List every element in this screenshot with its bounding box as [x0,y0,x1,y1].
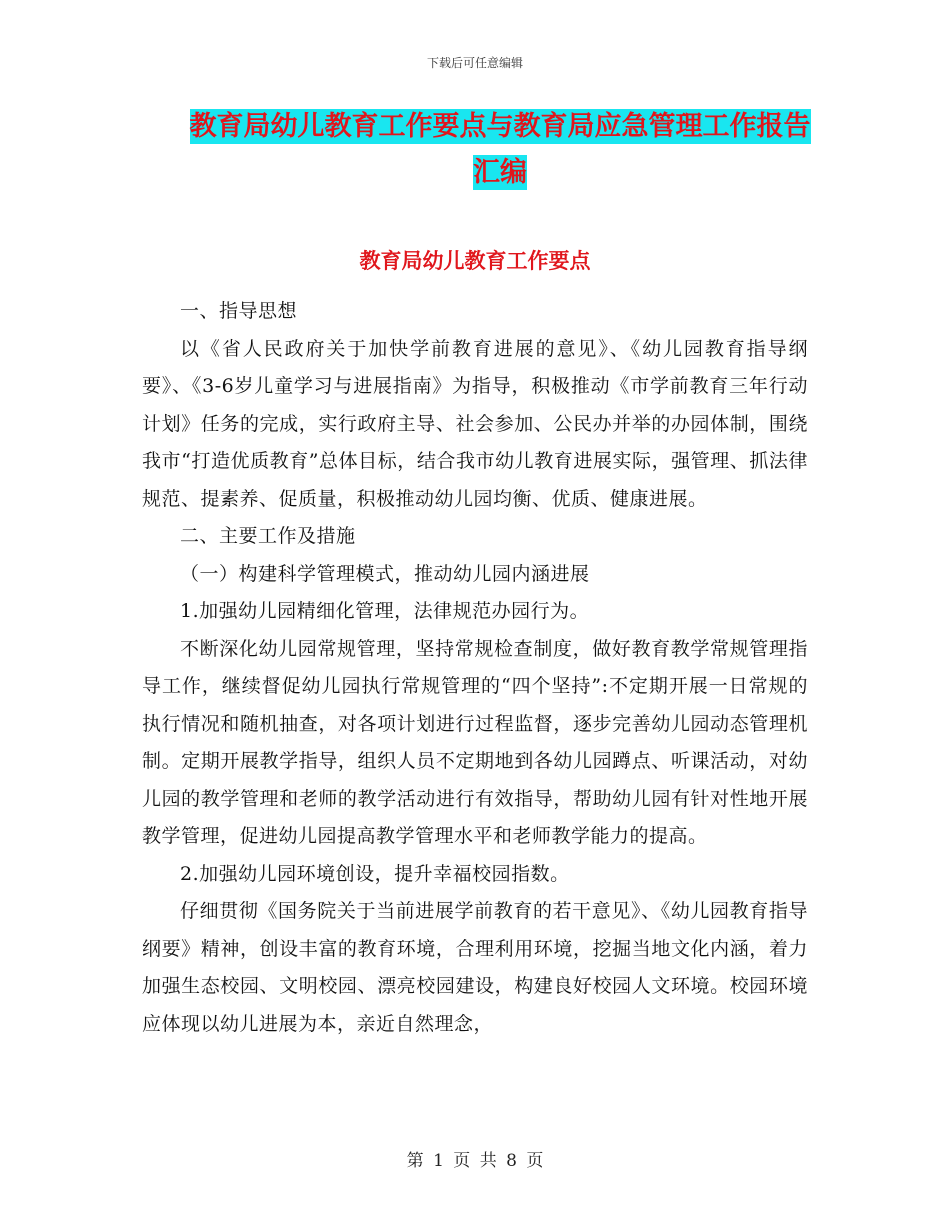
document-body [142,293,808,1043]
paragraph: 2.加强幼儿园环境创设，提升幸福校园指数。 [180,862,570,885]
document-title [150,104,850,196]
paragraph: 二、主要工作及措施 [180,525,356,547]
page-number-footer: 第 1 页 共 8 页 [406,1151,544,1171]
paragraph: 不断深化幼儿园常规管理，坚持常规检查制度，做好教育教学常规管理指导工作，继续督促幼儿园执行常规管理的“四个坚持”:不定期开展一日常规的执行情况和随机抽查，对各项计划进行过程监督，逐步完善幼儿园动态管理机制。定期开展教学指导，组织人员不定期地到各幼儿园蹲点、听课活动，对幼儿园的教学管理和老师的教学活动进行有效指导，帮助幼儿园有针对性地开展教学管理，促进幼儿园提高教学管理水平和老师教学能力的提高。 [142,637,808,847]
document-title-line-1: 教育局幼儿教育工作要点与教育局应急管理工作报告 [189,111,811,142]
paragraph: 1.加强幼儿园精细化管理，法律规范办园行为。 [180,600,590,622]
paragraph: （一）构建科学管理模式，推动幼儿园内涵进展 [180,562,590,585]
paragraph: 一、指导思想 [180,300,298,322]
header-note: 下载后可任意编辑 [426,56,523,70]
document-title-line-2: 汇编 [473,157,527,188]
section-title: 教育局幼儿教育工作要点 [359,248,591,273]
paragraph: 以《省人民政府关于加快学前教育进展的意见》、《幼儿园教育指导纲要》、《3-6岁儿童学习与进展指南》为指导，积极推动《市学前教育三年行动计划》任务的完成，实行政府主导、社会参加、公民办并举的办园体制，围绕我市“打造优质教育”总体目标，结合我市幼儿教育进展实际，强管理、抓法律规范、提素养、促质量，积极推动幼儿园均衡、优质、健康进展。 [142,337,808,510]
paragraph: 仔细贯彻《国务院关于当前进展学前教育的若干意见》、《幼儿园教育指导纲要》精神，创设丰富的教育环境，合理利用环境，挖掘当地文化内涵，着力加强生态校园、文明校园、漂亮校园建设，构建良好校园人文环境。校园环境应体现以幼儿进展为本，亲近自然理念， [142,900,808,1035]
